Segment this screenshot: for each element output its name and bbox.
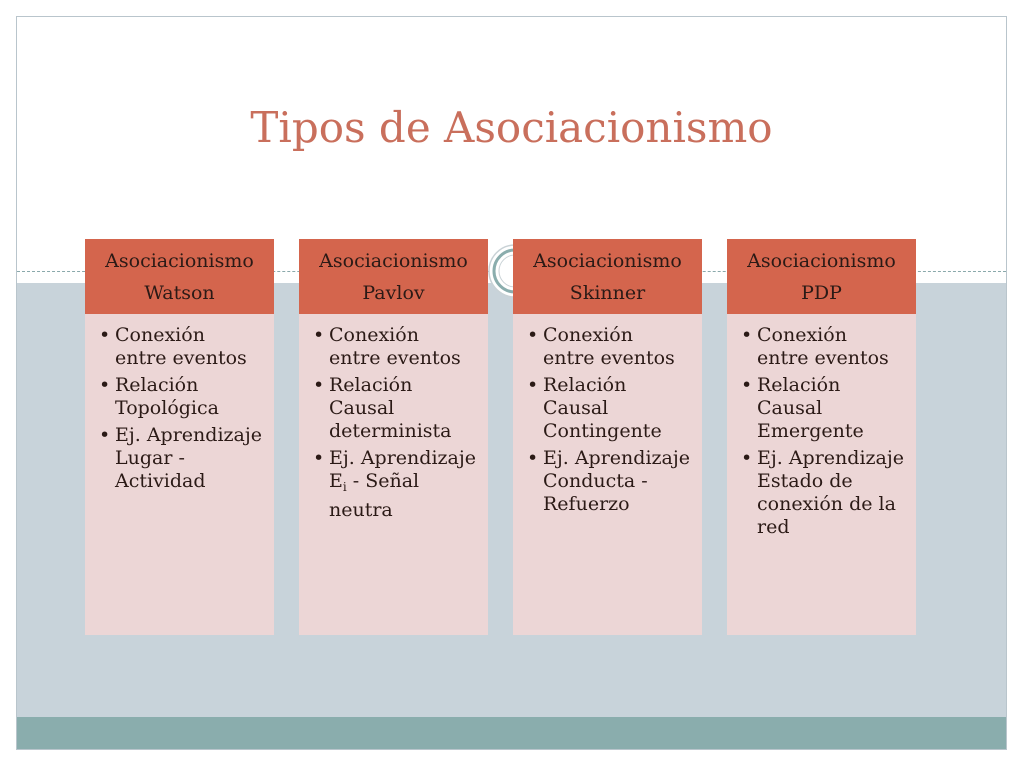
list-item-text: Conexión entre eventos xyxy=(543,324,675,369)
bullet-icon: • xyxy=(741,374,753,396)
column-body xyxy=(727,314,916,635)
bullet-icon: • xyxy=(313,447,325,469)
column-body xyxy=(85,314,274,635)
list-item-text: Ej. Aprendizaje E xyxy=(329,447,476,492)
column-header-line1: Asociacionismo xyxy=(533,249,682,272)
bullet-icon: • xyxy=(741,447,753,469)
column-header-line1: Asociacionismo xyxy=(319,249,468,272)
list-item-text: Relación Causal determinista xyxy=(329,374,452,442)
bullet-icon: • xyxy=(741,324,753,346)
list-item-text: Conexión entre eventos xyxy=(329,324,461,369)
list-item xyxy=(521,374,690,443)
bullet-list xyxy=(735,324,904,539)
column-skinner xyxy=(513,239,702,635)
column-body xyxy=(299,314,488,635)
bullet-icon: • xyxy=(313,374,325,396)
bullet-icon: • xyxy=(527,324,539,346)
list-item xyxy=(735,324,904,370)
column-pdp xyxy=(727,239,916,635)
list-item xyxy=(735,374,904,443)
column-header-line2: Pavlov xyxy=(362,281,425,304)
list-item-text: Ej. Aprendizaje Lugar - Actividad xyxy=(115,424,262,492)
bullet-icon: • xyxy=(527,374,539,396)
column-header-line2: Watson xyxy=(144,281,215,304)
list-item xyxy=(93,424,262,493)
list-item xyxy=(93,324,262,370)
list-item xyxy=(307,374,476,443)
slide-footer-band xyxy=(17,717,1006,750)
list-item-text: Conexión entre eventos xyxy=(115,324,247,369)
list-item-text: Relación Causal Emergente xyxy=(757,374,864,442)
list-item xyxy=(521,447,690,516)
list-item xyxy=(307,324,476,370)
bullet-list xyxy=(93,324,262,493)
column-header xyxy=(513,239,702,314)
subscript: i xyxy=(342,480,347,494)
column-pavlov xyxy=(299,239,488,635)
bullet-icon: • xyxy=(99,374,111,396)
list-item xyxy=(307,447,476,522)
slide xyxy=(16,16,1007,750)
slide-title: Tipos de Asociacionismo xyxy=(250,103,773,152)
column-header-line2: Skinner xyxy=(569,281,646,304)
list-item xyxy=(521,324,690,370)
list-item-text: Ej. Aprendizaje Conducta - Refuerzo xyxy=(543,447,690,515)
list-item-text: Relación Topológica xyxy=(115,374,219,419)
column-header xyxy=(727,239,916,314)
column-header-line1: Asociacionismo xyxy=(105,249,254,272)
column-watson xyxy=(85,239,274,635)
list-item-text: Relación Causal Contingente xyxy=(543,374,662,442)
column-header-line2: PDP xyxy=(801,281,842,304)
list-item-text-suffix: - Señal neutra xyxy=(329,470,420,521)
bullet-icon: • xyxy=(313,324,325,346)
bullet-icon: • xyxy=(99,324,111,346)
list-item xyxy=(93,374,262,420)
column-body xyxy=(513,314,702,635)
column-header xyxy=(85,239,274,314)
bullet-icon: • xyxy=(527,447,539,469)
list-item-text: Conexión entre eventos xyxy=(757,324,889,369)
list-item-text: Ej. Aprendizaje Estado de conexión de la red xyxy=(757,447,904,538)
bullet-list xyxy=(521,324,690,516)
column-header xyxy=(299,239,488,314)
column-header-line1: Asociacionismo xyxy=(747,249,896,272)
bullet-icon: • xyxy=(99,424,111,446)
bullet-list xyxy=(307,324,476,522)
list-item xyxy=(735,447,904,539)
